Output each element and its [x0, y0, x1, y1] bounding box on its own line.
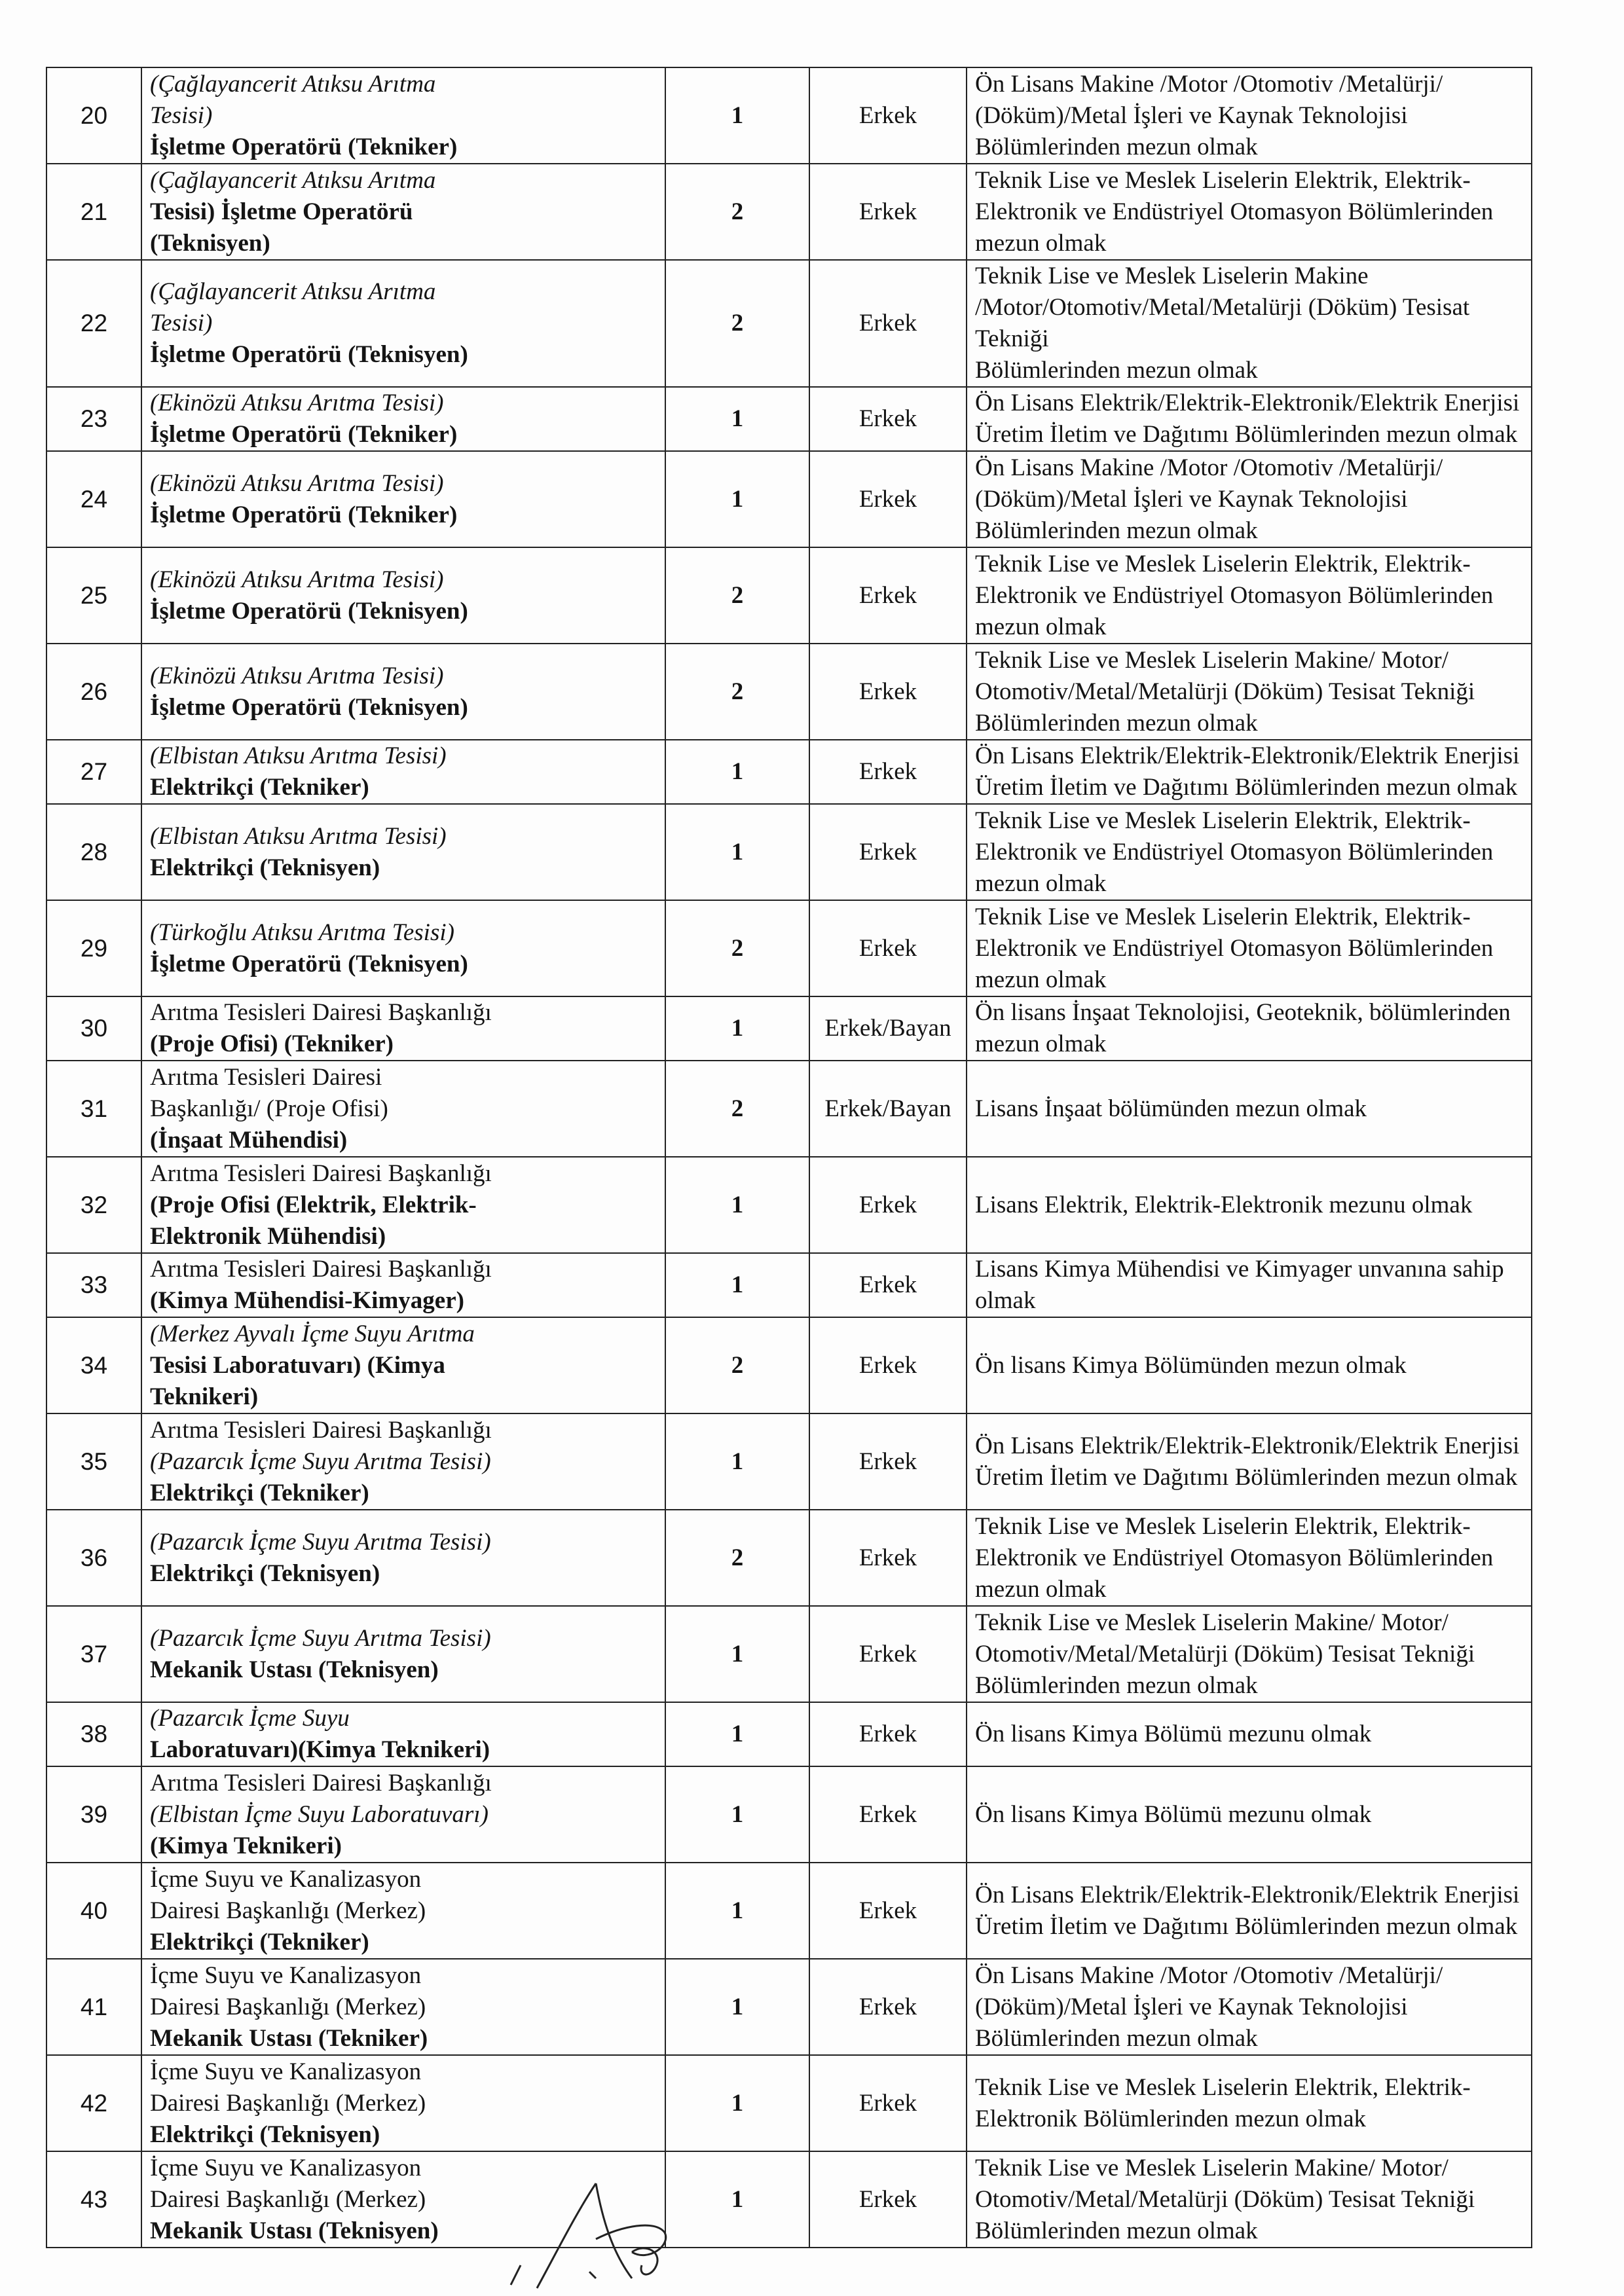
requirement-line: mezun olmak [975, 1575, 1107, 1603]
position-line: Dairesi Başkanlığı (Merkez) [150, 1993, 426, 2020]
position-line: (Pazarcık İçme Suyu Arıtma Tesisi) [150, 1528, 491, 1556]
position-line: (Çağlayancerit Atıksu Arıtma [150, 278, 436, 305]
position-line: İçme Suyu ve Kanalizasyon [150, 1961, 422, 1989]
position-count: 1 [665, 1413, 809, 1510]
table-row [46, 740, 1532, 804]
row-number: 24 [46, 451, 141, 547]
job-positions-table [46, 67, 1532, 2248]
requirement-line: Teknik Lise ve Meslek Liselerin Elektrik, Elektrik- [975, 166, 1471, 194]
requirement-cell [967, 1863, 1532, 1959]
requirement-cell [967, 804, 1532, 900]
position-line: İşletme Operatörü (Teknisyen) [150, 693, 468, 721]
position-line: (Kimya Teknikeri) [150, 1832, 342, 1859]
requirement-line: Otomotiv/Metal/Metalürji (Döküm) Tesisat Tekniği [975, 1640, 1475, 1667]
position-count: 2 [665, 900, 809, 996]
position-cell [141, 547, 665, 644]
position-line: İçme Suyu ve Kanalizasyon [150, 2154, 422, 2181]
position-cell [141, 1061, 665, 1157]
requirement-line: Ön Lisans Makine /Motor /Otomotiv /Metalürji/ [975, 454, 1443, 481]
row-number: 41 [46, 1959, 141, 2055]
position-cell [141, 1959, 665, 2055]
table-row [46, 1959, 1532, 2055]
gender-cell: Erkek/Bayan [809, 996, 967, 1061]
position-line: (Çağlayancerit Atıksu Arıtma [150, 70, 436, 98]
requirement-cell [967, 547, 1532, 644]
position-line: (Proje Ofisi) (Tekniker) [150, 1030, 394, 1057]
row-number: 28 [46, 804, 141, 900]
requirement-line: mezun olmak [975, 966, 1107, 993]
position-cell [141, 1317, 665, 1413]
position-cell [141, 164, 665, 260]
position-line: İşletme Operatörü (Tekniker) [150, 133, 458, 160]
requirement-line: Ön Lisans Elektrik/Elektrik-Elektronik/Elektrik Enerjisi [975, 742, 1520, 769]
position-cell [141, 804, 665, 900]
gender-cell: Erkek [809, 387, 967, 451]
gender-cell: Erkek [809, 547, 967, 644]
row-number: 43 [46, 2151, 141, 2248]
position-cell [141, 996, 665, 1061]
table-row [46, 2151, 1532, 2248]
requirement-line: Teknik Lise ve Meslek Liselerin Elektrik, Elektrik- [975, 1512, 1471, 1540]
requirement-line: mezun olmak [975, 1030, 1107, 1057]
requirement-line: olmak [975, 1287, 1036, 1314]
row-number: 22 [46, 260, 141, 387]
position-cell [141, 260, 665, 387]
position-line: İşletme Operatörü (Teknisyen) [150, 950, 468, 977]
position-cell [141, 644, 665, 740]
position-cell [141, 1702, 665, 1766]
gender-cell: Erkek [809, 260, 967, 387]
requirement-line: Elektronik ve Endüstriyel Otomasyon Bölümlerinden [975, 1544, 1494, 1571]
requirement-cell [967, 1606, 1532, 1702]
table-row [46, 1766, 1532, 1863]
table-row [46, 1253, 1532, 1317]
position-line: Arıtma Tesisleri Dairesi Başkanlığı [150, 999, 492, 1026]
row-number: 38 [46, 1702, 141, 1766]
row-number: 30 [46, 996, 141, 1061]
gender-cell: Erkek [809, 1959, 967, 2055]
requirement-line: Üretim İletim ve Dağıtımı Bölümlerinden mezun olmak [975, 421, 1518, 448]
table-row [46, 164, 1532, 260]
requirement-line: Elektronik ve Endüstriyel Otomasyon Bölümlerinden [975, 838, 1494, 866]
position-cell [141, 1413, 665, 1510]
table-row [46, 67, 1532, 164]
gender-cell: Erkek [809, 1253, 967, 1317]
requirement-line: Teknik Lise ve Meslek Liselerin Makine [975, 263, 1369, 289]
position-line: Mekanik Ustası (Tekniker) [150, 2024, 428, 2052]
gender-cell: Erkek [809, 67, 967, 164]
requirement-line: Üretim İletim ve Dağıtımı Bölümlerinden mezun olmak [975, 774, 1518, 801]
requirement-line: Teknik Lise ve Meslek Liselerin Makine/ Motor/ [975, 646, 1449, 674]
requirement-cell [967, 1061, 1532, 1157]
position-count: 1 [665, 1253, 809, 1317]
row-number: 25 [46, 547, 141, 644]
position-line: (Ekinözü Atıksu Arıtma Tesisi) [150, 390, 444, 416]
row-number: 37 [46, 1606, 141, 1702]
requirement-line: Ön Lisans Elektrik/Elektrik-Elektronik/Elektrik Enerjisi [975, 1432, 1520, 1459]
requirement-line: Elektronik ve Endüstriyel Otomasyon Bölümlerinden [975, 581, 1494, 609]
position-line: Elektrikçi (Tekniker) [150, 1928, 369, 1956]
requirement-line: Teknik Lise ve Meslek Liselerin Makine/ Motor/ [975, 2154, 1449, 2181]
table-row [46, 804, 1532, 900]
gender-cell: Erkek [809, 644, 967, 740]
table-body [46, 67, 1532, 2248]
gender-cell: Erkek [809, 1317, 967, 1413]
position-line: Elektrikçi (Teknisyen) [150, 2121, 380, 2148]
position-line: İşletme Operatörü (Tekniker) [150, 501, 458, 528]
position-line: (Pazarcık İçme Suyu Arıtma Tesisi) [150, 1624, 491, 1652]
row-number: 42 [46, 2055, 141, 2151]
row-number: 32 [46, 1157, 141, 1253]
requirement-cell [967, 996, 1532, 1061]
table-row [46, 2055, 1532, 2151]
row-number: 21 [46, 164, 141, 260]
position-line: Tesisi) İşletme Operatörü [150, 198, 413, 225]
gender-cell: Erkek [809, 900, 967, 996]
position-line: İşletme Operatörü (Teknisyen) [150, 341, 468, 368]
position-line: Laboratuvarı)(Kimya Teknikeri) [150, 1736, 490, 1763]
position-line: Elektrikçi (Tekniker) [150, 774, 369, 801]
position-count: 1 [665, 387, 809, 451]
position-count: 1 [665, 1157, 809, 1253]
requirement-line: Teknik Lise ve Meslek Liselerin Elektrik, Elektrik- [975, 2073, 1471, 2101]
row-number: 40 [46, 1863, 141, 1959]
requirement-line: Ön lisans Kimya Bölümü mezunu olmak [975, 1800, 1372, 1828]
requirement-line: Ön lisans Kimya Bölümünden mezun olmak [975, 1351, 1407, 1379]
gender-cell: Erkek [809, 1413, 967, 1510]
requirement-line: Bölümlerinden mezun olmak [975, 2024, 1258, 2052]
requirement-line: Ön lisans Kimya Bölümü mezunu olmak [975, 1721, 1372, 1747]
requirement-line: Ön Lisans Makine /Motor /Otomotiv /Metalürji/ [975, 70, 1443, 98]
position-count: 1 [665, 2151, 809, 2248]
gender-cell: Erkek [809, 2151, 967, 2248]
requirement-cell [967, 1157, 1532, 1253]
requirement-line: Bölümlerinden mezun olmak [975, 2217, 1258, 2244]
gender-cell: Erkek [809, 164, 967, 260]
requirement-cell [967, 1253, 1532, 1317]
row-number: 20 [46, 67, 141, 164]
requirement-line: mezun olmak [975, 229, 1107, 257]
table-row [46, 644, 1532, 740]
row-number: 34 [46, 1317, 141, 1413]
table-row [46, 1510, 1532, 1606]
table-row [46, 1317, 1532, 1413]
position-count: 2 [665, 1317, 809, 1413]
requirement-line: Elektronik ve Endüstriyel Otomasyon Bölümlerinden [975, 198, 1494, 225]
table-row [46, 1863, 1532, 1959]
position-count: 1 [665, 1606, 809, 1702]
requirement-cell [967, 1702, 1532, 1766]
table-row [46, 1061, 1532, 1157]
position-line: (Pazarcık İçme Suyu [150, 1705, 350, 1732]
position-line: Arıtma Tesisleri Dairesi Başkanlığı [150, 1416, 492, 1444]
position-count: 1 [665, 1766, 809, 1863]
requirement-line: Ön Lisans Elektrik/Elektrik-Elektronik/Elektrik Enerjisi [975, 1881, 1520, 1908]
position-line: (Türkoğlu Atıksu Arıtma Tesisi) [150, 919, 454, 946]
requirement-cell [967, 164, 1532, 260]
requirement-cell [967, 1766, 1532, 1863]
position-count: 1 [665, 996, 809, 1061]
gender-cell: Erkek [809, 1702, 967, 1766]
position-line: Arıtma Tesisleri Dairesi Başkanlığı [150, 1256, 492, 1283]
position-line: Tesisi Laboratuvarı) (Kimya [150, 1351, 445, 1379]
gender-cell: Erkek [809, 1863, 967, 1959]
table-row [46, 451, 1532, 547]
position-cell [141, 1157, 665, 1253]
position-cell [141, 900, 665, 996]
position-cell [141, 67, 665, 164]
row-number: 27 [46, 740, 141, 804]
requirement-cell [967, 2055, 1532, 2151]
gender-cell: Erkek [809, 1766, 967, 1863]
requirement-line: Elektronik ve Endüstriyel Otomasyon Bölümlerinden [975, 934, 1494, 962]
gender-cell: Erkek [809, 1606, 967, 1702]
position-line: Elektrikçi (Tekniker) [150, 1479, 369, 1506]
table-row [46, 996, 1532, 1061]
requirement-cell [967, 387, 1532, 451]
requirement-cell [967, 1510, 1532, 1606]
requirement-line: Üretim İletim ve Dağıtımı Bölümlerinden mezun olmak [975, 1912, 1518, 1940]
position-line: Başkanlığı/ (Proje Ofisi) [150, 1095, 388, 1122]
position-line: Dairesi Başkanlığı (Merkez) [150, 2185, 426, 2213]
position-count: 1 [665, 67, 809, 164]
requirement-cell [967, 1959, 1532, 2055]
position-cell [141, 1253, 665, 1317]
requirement-line: (Döküm)/Metal İşleri ve Kaynak Teknolojisi [975, 485, 1408, 513]
requirement-line: Bölümlerinden mezun olmak [975, 357, 1258, 384]
position-line: Tesisi) [150, 310, 213, 337]
requirement-cell [967, 260, 1532, 387]
position-line: Arıtma Tesisleri Dairesi Başkanlığı [150, 1159, 492, 1187]
position-count: 2 [665, 1510, 809, 1606]
table-row [46, 387, 1532, 451]
position-line: Teknikeri) [150, 1383, 259, 1410]
requirement-line: Teknik Lise ve Meslek Liselerin Makine/ Motor/ [975, 1609, 1449, 1636]
position-cell [141, 740, 665, 804]
row-number: 39 [46, 1766, 141, 1863]
row-number: 33 [46, 1253, 141, 1317]
requirement-line: Elektronik Bölümlerinden mezun olmak [975, 2105, 1367, 2132]
position-line: (İnşaat Mühendisi) [150, 1126, 348, 1154]
requirement-line: Bölümlerinden mezun olmak [975, 1671, 1258, 1699]
row-number: 31 [46, 1061, 141, 1157]
gender-cell: Erkek [809, 2055, 967, 2151]
position-line: (Teknisyen) [150, 229, 270, 257]
table-row [46, 547, 1532, 644]
requirement-line: Üretim İletim ve Dağıtımı Bölümlerinden mezun olmak [975, 1463, 1518, 1491]
position-line: Arıtma Tesisleri Dairesi [150, 1063, 382, 1091]
position-line: (Çağlayancerit Atıksu Arıtma [150, 166, 436, 194]
gender-cell: Erkek [809, 804, 967, 900]
requirement-line: Teknik Lise ve Meslek Liselerin Elektrik, Elektrik- [975, 550, 1471, 577]
requirement-line: Bölümlerinden mezun olmak [975, 517, 1258, 544]
requirement-line: Bölümlerinden mezun olmak [975, 133, 1258, 160]
table-row [46, 1702, 1532, 1766]
position-line: İşletme Operatörü (Tekniker) [150, 421, 458, 448]
position-line: (Ekinözü Atıksu Arıtma Tesisi) [150, 469, 444, 497]
position-line: (Elbistan İçme Suyu Laboratuvarı) [150, 1800, 489, 1828]
gender-cell: Erkek [809, 1510, 967, 1606]
position-count: 1 [665, 1959, 809, 2055]
position-line: Tesisi) [150, 101, 213, 129]
position-line: İçme Suyu ve Kanalizasyon [150, 1865, 422, 1893]
position-count: 2 [665, 547, 809, 644]
requirement-cell [967, 451, 1532, 547]
requirement-line: (Döküm)/Metal İşleri ve Kaynak Teknolojisi [975, 1993, 1408, 2020]
position-line: (Proje Ofisi (Elektrik, Elektrik- [150, 1191, 477, 1218]
position-count: 1 [665, 1702, 809, 1766]
position-line: (Merkez Ayvalı İçme Suyu Arıtma [150, 1320, 475, 1347]
position-line: (Elbistan Atıksu Arıtma Tesisi) [150, 742, 447, 769]
position-line: İçme Suyu ve Kanalizasyon [150, 2058, 422, 2085]
position-line: (Kimya Mühendisi-Kimyager) [150, 1287, 464, 1314]
position-line: (Elbistan Atıksu Arıtma Tesisi) [150, 822, 447, 850]
position-line: Elektronik Mühendisi) [150, 1222, 386, 1250]
requirement-line: Otomotiv/Metal/Metalürji (Döküm) Tesisat Tekniği [975, 2185, 1475, 2213]
position-count: 1 [665, 740, 809, 804]
requirement-line: Lisans Kimya Mühendisi ve Kimyager unvanına sahip [975, 1256, 1504, 1283]
row-number: 36 [46, 1510, 141, 1606]
row-number: 23 [46, 387, 141, 451]
position-line: (Ekinözü Atıksu Arıtma Tesisi) [150, 662, 444, 689]
position-cell [141, 451, 665, 547]
position-line: Elektrikçi (Teknisyen) [150, 1559, 380, 1587]
position-line: Mekanik Ustası (Teknisyen) [150, 1656, 439, 1683]
table-row [46, 1157, 1532, 1253]
requirement-line: Teknik Lise ve Meslek Liselerin Elektrik, Elektrik- [975, 903, 1471, 930]
position-cell [141, 1510, 665, 1606]
requirement-cell [967, 2151, 1532, 2248]
position-line: İşletme Operatörü (Teknisyen) [150, 597, 468, 625]
requirement-line: Bölümlerinden mezun olmak [975, 709, 1258, 737]
position-cell [141, 1766, 665, 1863]
table-row [46, 1606, 1532, 1702]
row-number: 35 [46, 1413, 141, 1510]
requirement-cell [967, 1413, 1532, 1510]
requirement-line: Lisans Elektrik, Elektrik-Elektronik mezunu olmak [975, 1191, 1473, 1218]
requirement-cell [967, 740, 1532, 804]
requirement-line: mezun olmak [975, 869, 1107, 897]
requirement-line: Otomotiv/Metal/Metalürji (Döküm) Tesisat Tekniği [975, 678, 1475, 705]
position-count: 1 [665, 2055, 809, 2151]
position-count: 1 [665, 451, 809, 547]
gender-cell: Erkek/Bayan [809, 1061, 967, 1157]
requirement-line: Ön lisans İnşaat Teknolojisi, Geoteknik, bölümlerinden [975, 999, 1511, 1026]
handwritten-signature [498, 2180, 694, 2291]
position-count: 1 [665, 1863, 809, 1959]
position-line: (Pazarcık İçme Suyu Arıtma Tesisi) [150, 1448, 491, 1475]
requirement-line: Teknik Lise ve Meslek Liselerin Elektrik, Elektrik- [975, 807, 1471, 834]
requirement-cell [967, 67, 1532, 164]
requirement-cell [967, 1317, 1532, 1413]
position-count: 2 [665, 644, 809, 740]
position-line: Dairesi Başkanlığı (Merkez) [150, 2089, 426, 2117]
position-cell [141, 1863, 665, 1959]
requirement-line: mezun olmak [975, 613, 1107, 640]
position-line: Arıtma Tesisleri Dairesi Başkanlığı [150, 1769, 492, 1796]
position-line: Mekanik Ustası (Teknisyen) [150, 2217, 439, 2244]
position-cell [141, 2055, 665, 2151]
requirement-cell [967, 644, 1532, 740]
requirement-cell [967, 900, 1532, 996]
table-row [46, 1413, 1532, 1510]
gender-cell: Erkek [809, 1157, 967, 1253]
table-row [46, 260, 1532, 387]
row-number: 29 [46, 900, 141, 996]
requirement-line: Ön Lisans Makine /Motor /Otomotiv /Metalürji/ [975, 1961, 1443, 1989]
table-row [46, 900, 1532, 996]
gender-cell: Erkek [809, 740, 967, 804]
gender-cell: Erkek [809, 451, 967, 547]
position-line: (Ekinözü Atıksu Arıtma Tesisi) [150, 566, 444, 593]
position-line: Dairesi Başkanlığı (Merkez) [150, 1897, 426, 1924]
requirement-line: (Döküm)/Metal İşleri ve Kaynak Teknolojisi [975, 101, 1408, 129]
position-count: 2 [665, 1061, 809, 1157]
requirement-line: Ön Lisans Elektrik/Elektrik-Elektronik/Elektrik Enerjisi [975, 390, 1520, 416]
position-line: Elektrikçi (Teknisyen) [150, 854, 380, 881]
position-cell [141, 387, 665, 451]
position-count: 1 [665, 804, 809, 900]
requirement-line: Lisans İnşaat bölümünden mezun olmak [975, 1095, 1367, 1122]
position-count: 2 [665, 164, 809, 260]
requirement-line: /Motor/Otomotiv/Metal/Metalürji (Döküm) Tesisat Tekniği [975, 294, 1470, 352]
row-number: 26 [46, 644, 141, 740]
position-count: 2 [665, 260, 809, 387]
position-cell [141, 1606, 665, 1702]
